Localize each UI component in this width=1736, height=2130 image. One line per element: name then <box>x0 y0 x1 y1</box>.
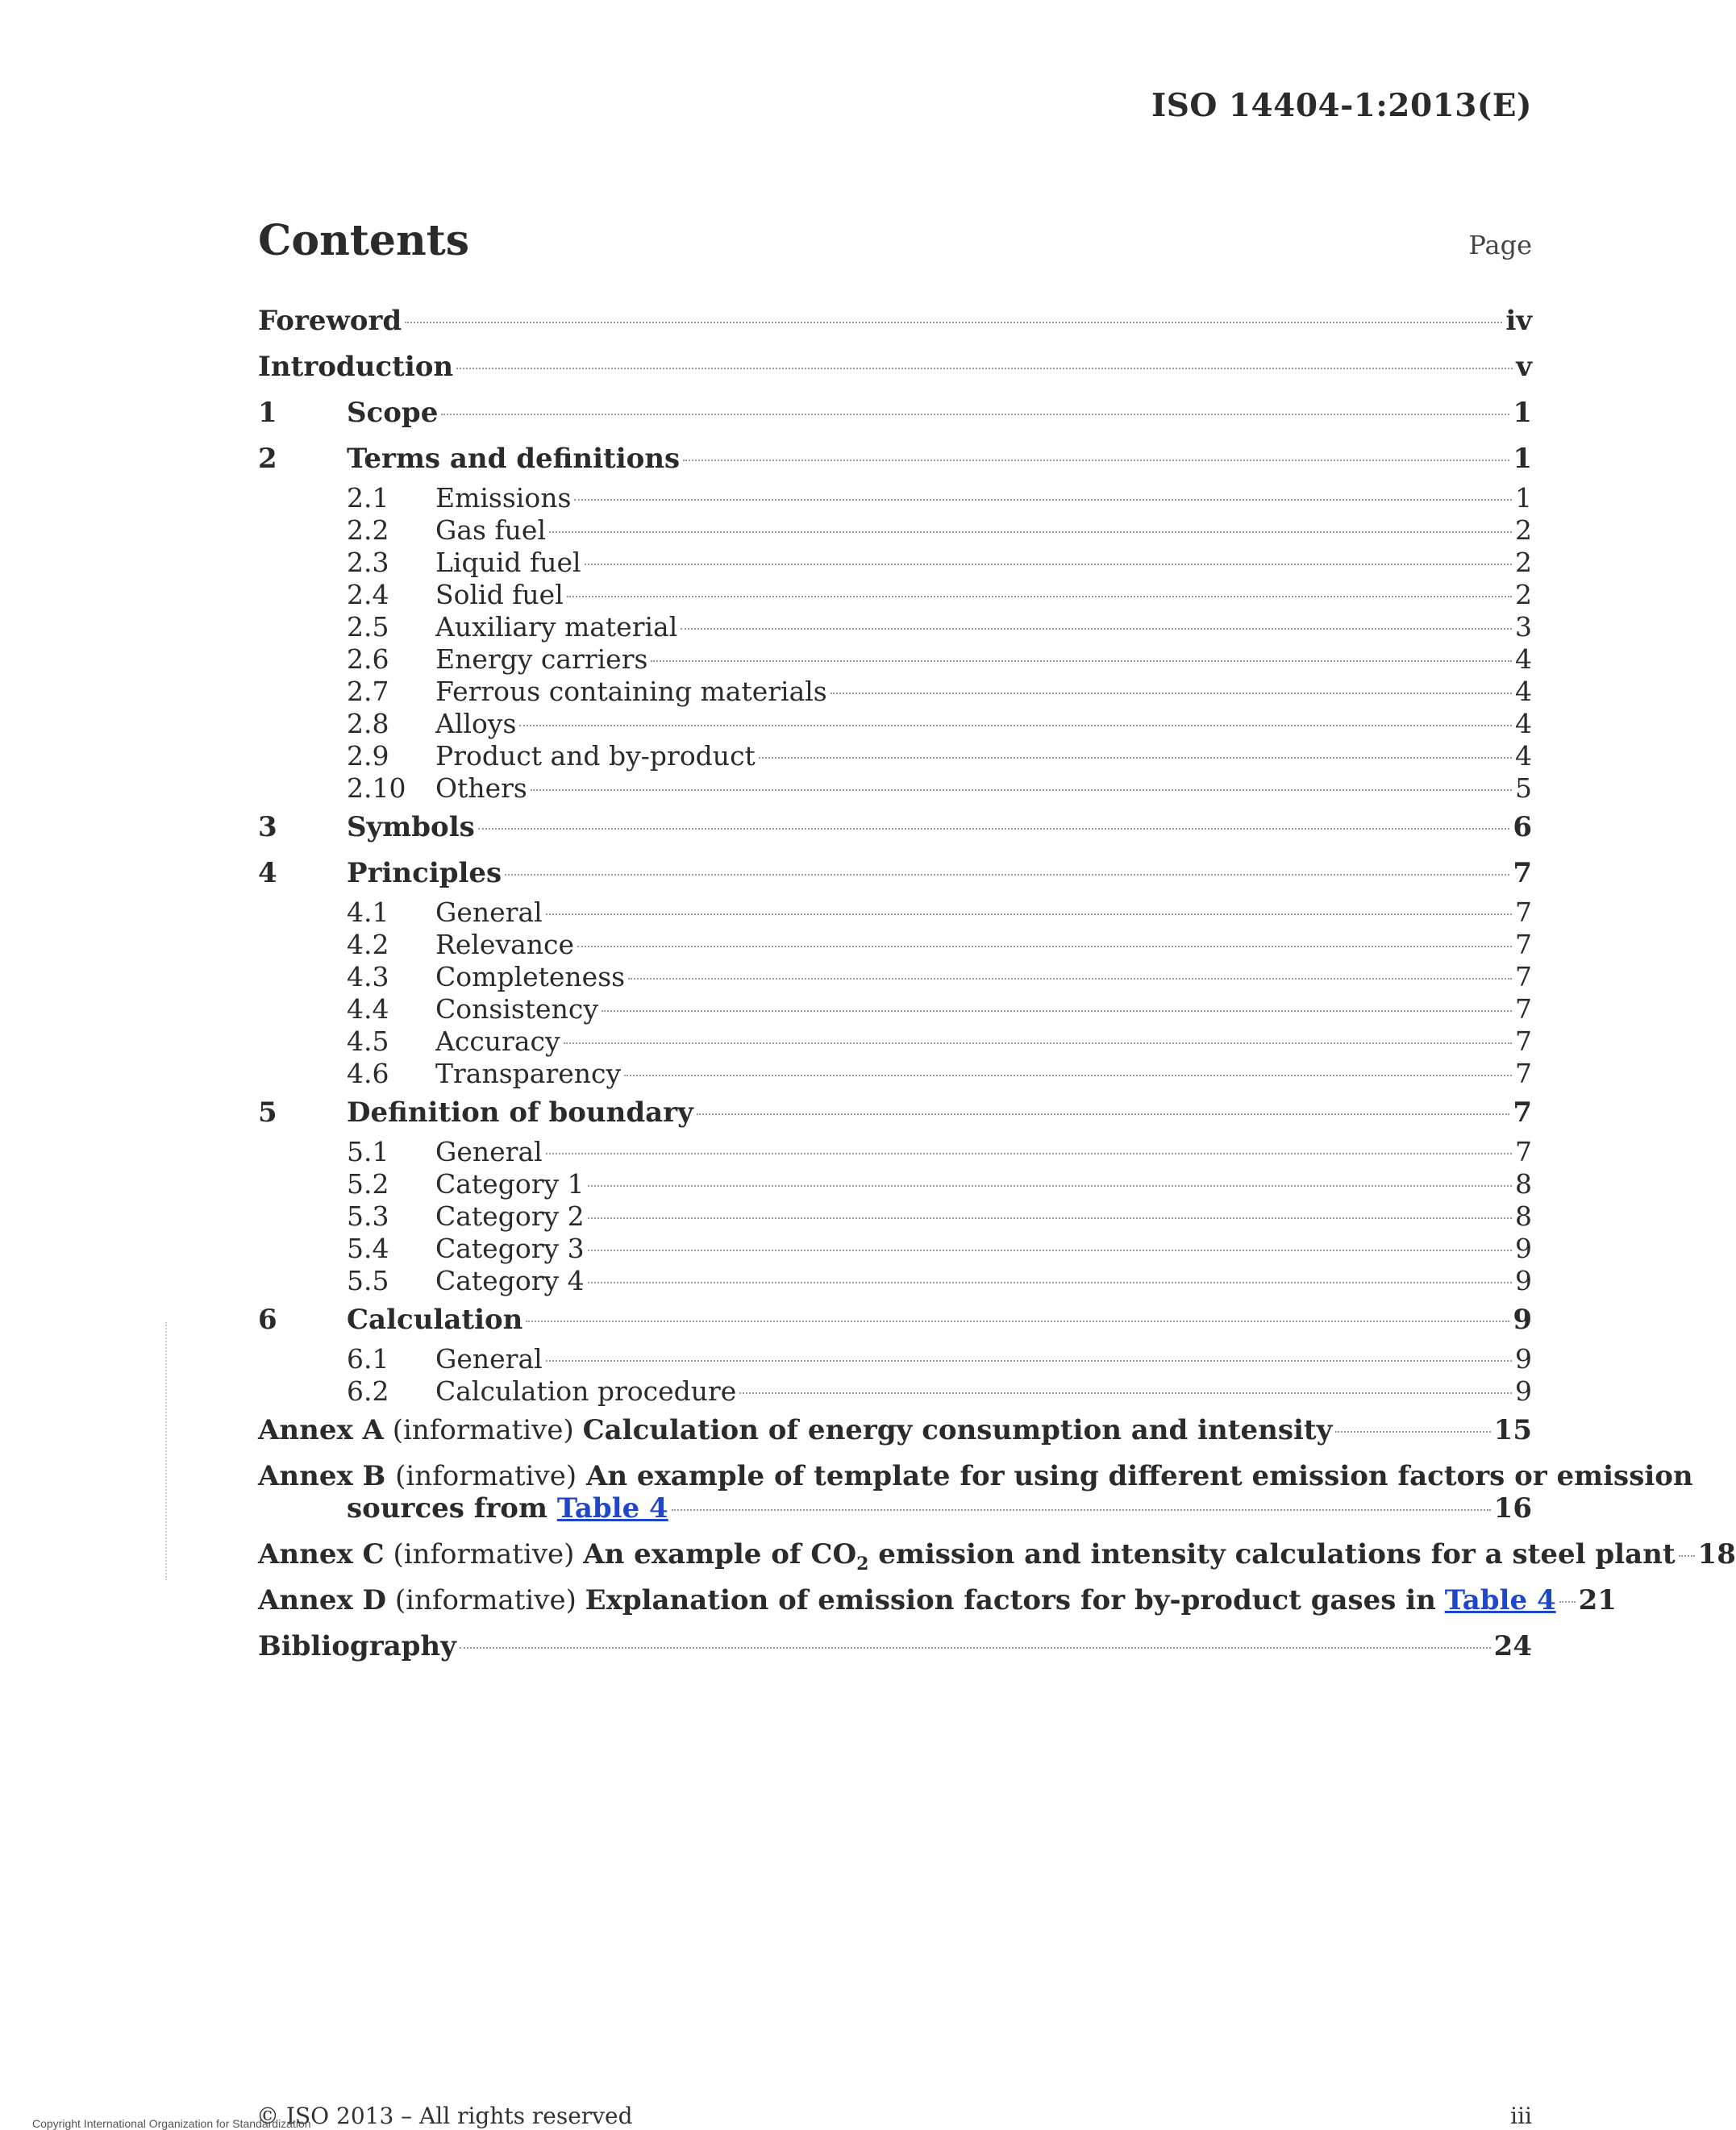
dot-leader <box>831 693 1512 694</box>
toc-label: Consistency <box>435 993 598 1025</box>
dot-leader <box>683 460 1509 461</box>
dot-leader <box>567 596 1512 597</box>
toc-label: Bibliography <box>258 1630 456 1662</box>
toc-subentry[interactable] <box>258 929 1532 961</box>
annex-title: An example of CO <box>583 1538 857 1570</box>
toc-page: 4 <box>1515 740 1532 772</box>
toc-page: 7 <box>1515 961 1532 992</box>
footer-page-number: iii <box>1510 2103 1532 2129</box>
toc-subentry[interactable] <box>258 579 1532 611</box>
toc-label: Scope <box>347 397 439 429</box>
toc-number: 6 <box>258 1304 277 1336</box>
toc-label: Emissions <box>435 482 572 514</box>
toc-page: 1 <box>1515 482 1532 514</box>
toc-subentry[interactable] <box>258 1058 1532 1090</box>
annex-informative: (informative) <box>394 1584 577 1616</box>
toc-page: 16 <box>1493 1492 1532 1525</box>
dot-leader <box>478 828 1510 830</box>
toc-number: 4 <box>258 857 277 889</box>
toc-page: 1 <box>1513 397 1532 429</box>
dot-leader <box>588 1282 1512 1283</box>
table-4-link[interactable]: Table 4 <box>1444 1584 1556 1616</box>
toc-subentry[interactable] <box>258 643 1532 676</box>
subscript-2: 2 <box>856 1554 869 1575</box>
toc-number: 2.7 <box>347 676 389 707</box>
toc-page: 2 <box>1515 547 1532 578</box>
toc-label: Product and by-product <box>435 740 756 772</box>
toc-label: Liquid fuel <box>435 547 581 578</box>
dot-leader <box>759 757 1512 759</box>
toc-label: Accuracy <box>435 1025 560 1057</box>
toc-number: 5.4 <box>347 1233 389 1264</box>
toc-label: Auxiliary material <box>435 611 678 643</box>
annex-prefix: Annex A <box>258 1414 384 1446</box>
dot-leader <box>574 499 1512 501</box>
toc-subentry[interactable] <box>258 547 1532 579</box>
toc-subsection-group <box>258 1136 1532 1297</box>
annex-informative: (informative) <box>392 1414 574 1446</box>
toc-number: 2.9 <box>347 740 389 772</box>
toc-number: 5.5 <box>347 1265 389 1296</box>
dot-leader <box>588 1185 1512 1187</box>
toc-page: 3 <box>1515 611 1532 643</box>
dot-leader <box>460 1647 1491 1649</box>
toc-page: 7 <box>1513 857 1532 889</box>
toc-subsection-group <box>258 897 1532 1090</box>
toc-number: 5.2 <box>347 1168 389 1200</box>
toc-page: 7 <box>1515 897 1532 928</box>
document-id: ISO 14404-1:2013(E) <box>1151 87 1532 124</box>
toc-label: Category 1 <box>435 1168 585 1200</box>
toc-subentry[interactable] <box>258 993 1532 1025</box>
dot-leader <box>531 789 1512 791</box>
toc-label: Calculation <box>347 1304 523 1336</box>
toc-subentry[interactable] <box>258 482 1532 514</box>
toc-label: General <box>435 897 543 928</box>
toc-entry-introduction[interactable] <box>258 344 1532 390</box>
toc-subentry[interactable] <box>258 1343 1532 1375</box>
dot-leader <box>441 414 1509 415</box>
dot-leader <box>588 1217 1512 1219</box>
toc-number: 5.1 <box>347 1136 389 1167</box>
toc-subentry[interactable] <box>258 676 1532 708</box>
toc-subentry[interactable] <box>258 740 1532 772</box>
toc-number: 6.1 <box>347 1343 389 1375</box>
annex-title-continued: sources from <box>347 1492 547 1525</box>
toc-number: 4.1 <box>347 897 389 928</box>
toc-number: 4.4 <box>347 993 389 1025</box>
toc-page: 1 <box>1513 443 1532 475</box>
toc-page: 7 <box>1515 1136 1532 1167</box>
dot-leader <box>672 1509 1491 1511</box>
toc-label: General <box>435 1136 543 1167</box>
toc-page: 9 <box>1515 1375 1532 1407</box>
toc-entry-foreword[interactable] <box>258 298 1532 344</box>
toc-subentry[interactable] <box>258 1025 1532 1058</box>
toc-page: 9 <box>1515 1265 1532 1296</box>
dot-leader <box>651 660 1512 662</box>
toc-subentry[interactable] <box>258 772 1532 805</box>
dot-leader <box>1679 1555 1695 1557</box>
toc-subentry[interactable] <box>258 514 1532 547</box>
toc-page: 2 <box>1515 514 1532 546</box>
toc-subentry[interactable] <box>258 1233 1532 1265</box>
dot-leader <box>526 1321 1509 1322</box>
toc-entry-principles[interactable] <box>258 851 1532 897</box>
table-4-link[interactable]: Table 4 <box>556 1492 668 1525</box>
toc-page: 7 <box>1515 1025 1532 1057</box>
toc-page: 6 <box>1513 811 1532 843</box>
toc-entry-annex-a[interactable] <box>258 1408 1532 1454</box>
toc-subentry[interactable] <box>258 611 1532 643</box>
annex-title: Explanation of emission factors for by-product gases in <box>585 1584 1436 1616</box>
dot-leader <box>588 1250 1512 1251</box>
dot-leader <box>546 1360 1512 1362</box>
toc-page: 4 <box>1515 708 1532 739</box>
toc-page: 9 <box>1515 1233 1532 1264</box>
annex-informative: (informative) <box>393 1538 575 1570</box>
toc-number: 6.2 <box>347 1375 389 1407</box>
dot-leader <box>405 322 1502 323</box>
toc-entry-symbols[interactable] <box>258 805 1532 851</box>
toc-entry-annex-c[interactable] <box>258 1532 1736 1578</box>
annex-title: An example of template for using different emission factors or emission <box>585 1460 1693 1492</box>
toc-label: Principles <box>347 857 502 889</box>
toc-number: 3 <box>258 811 277 843</box>
toc-label: Solid fuel <box>435 579 564 610</box>
toc-subsection-group <box>258 482 1532 805</box>
toc-label: Others <box>435 772 527 804</box>
toc-label: Gas fuel <box>435 514 547 546</box>
toc-number: 5 <box>258 1096 277 1129</box>
toc-number: 2.5 <box>347 611 389 643</box>
dot-leader <box>505 874 1509 876</box>
toc-number: 4.2 <box>347 929 389 960</box>
toc-page: 18 <box>1697 1538 1736 1570</box>
toc-label: Foreword <box>258 305 402 337</box>
toc-page: 4 <box>1515 676 1532 707</box>
toc-page: v <box>1516 351 1532 383</box>
toc-page: 15 <box>1493 1414 1532 1446</box>
dot-leader <box>739 1392 1512 1394</box>
annex-title: Calculation of energy consumption and intensity <box>582 1414 1333 1446</box>
toc-number: 2.8 <box>347 708 389 739</box>
toc-label: Category 4 <box>435 1265 585 1296</box>
toc-subentry[interactable] <box>258 1375 1532 1408</box>
dot-leader <box>628 978 1512 980</box>
toc-subentry[interactable] <box>258 1168 1532 1200</box>
dot-leader <box>1559 1601 1576 1603</box>
annex-prefix: Annex D <box>258 1584 387 1616</box>
toc-number: 4.5 <box>347 1025 389 1057</box>
toc-subentry[interactable] <box>258 961 1532 993</box>
toc-subentry[interactable] <box>258 1265 1532 1297</box>
dot-leader <box>549 531 1512 533</box>
toc-page: 9 <box>1513 1304 1532 1336</box>
dot-leader <box>564 1042 1512 1044</box>
dot-leader <box>681 628 1512 630</box>
toc-page: 21 <box>1578 1584 1617 1616</box>
page-column-label: Page <box>1468 230 1532 260</box>
toc-subentry[interactable] <box>258 708 1532 740</box>
toc-subsection-group <box>258 1343 1532 1408</box>
toc-number: 1 <box>258 397 277 429</box>
toc-number: 2.2 <box>347 514 389 546</box>
toc-page: 8 <box>1515 1168 1532 1200</box>
toc-label: Category 2 <box>435 1200 585 1232</box>
toc-entry-annex-d[interactable] <box>258 1578 1617 1624</box>
toc-number: 2.4 <box>347 579 389 610</box>
toc-number: 2.1 <box>347 482 389 514</box>
footer-copyright-notice: Copyright International Organization for Standardization <box>32 2117 311 2130</box>
toc-entry-annex-b[interactable] <box>258 1460 1693 1525</box>
toc-label: Energy carriers <box>435 643 648 675</box>
toc-subentry[interactable] <box>258 897 1532 929</box>
toc-label: Definition of boundary <box>347 1096 693 1129</box>
toc-label: Calculation procedure <box>435 1375 737 1407</box>
toc-number: 2.3 <box>347 547 389 578</box>
dot-leader <box>602 1010 1512 1012</box>
toc-label: Alloys <box>435 708 517 739</box>
dot-leader <box>456 368 1513 369</box>
toc-page: 5 <box>1515 772 1532 804</box>
toc-subentry[interactable] <box>258 1136 1532 1168</box>
annex-title-continued: emission and intensity calculations for a steel plant <box>878 1538 1676 1570</box>
toc-number: 2 <box>258 443 277 475</box>
toc-label: Completeness <box>435 961 626 992</box>
toc-subentry[interactable] <box>258 1200 1532 1233</box>
toc-entry-scope[interactable] <box>258 390 1532 436</box>
toc-page: 24 <box>1493 1630 1532 1662</box>
dot-leader <box>546 1153 1512 1154</box>
toc-label: Terms and definitions <box>347 443 681 475</box>
toc-label: Introduction <box>258 351 454 383</box>
toc-entry-terms-definitions[interactable] <box>258 436 1532 482</box>
toc-label: General <box>435 1343 543 1375</box>
footer-rights: © ISO 2013 – All rights reserved <box>256 2103 633 2129</box>
toc-number: 2.10 <box>347 772 406 804</box>
toc-page: 7 <box>1513 1096 1532 1129</box>
dot-leader <box>697 1113 1509 1115</box>
toc-entry-definition-of-boundary[interactable] <box>258 1090 1532 1136</box>
toc-page: 8 <box>1515 1200 1532 1232</box>
toc-page: 7 <box>1515 929 1532 960</box>
annex-prefix: Annex B <box>258 1460 386 1492</box>
dot-leader <box>546 913 1512 915</box>
toc-page: 7 <box>1515 1058 1532 1089</box>
toc-label: Symbols <box>347 811 475 843</box>
dot-leader <box>519 725 1512 726</box>
dot-leader <box>624 1075 1512 1076</box>
toc-label: Category 3 <box>435 1233 585 1264</box>
annex-informative: (informative) <box>395 1460 577 1492</box>
toc-number: 5.3 <box>347 1200 389 1232</box>
dot-leader <box>577 946 1512 947</box>
toc-label: Ferrous containing materials <box>435 676 827 707</box>
toc-page: iv <box>1505 305 1532 337</box>
toc-label: Relevance <box>435 929 575 960</box>
toc-page: 4 <box>1515 643 1532 675</box>
annex-prefix: Annex C <box>258 1538 385 1570</box>
toc-number: 4.6 <box>347 1058 389 1089</box>
table-of-contents <box>258 298 1736 1670</box>
toc-number: 4.3 <box>347 961 389 992</box>
toc-page: 7 <box>1515 993 1532 1025</box>
contents-title: Contents <box>258 216 470 265</box>
margin-mark <box>165 1322 170 1580</box>
toc-label: Transparency <box>435 1058 622 1089</box>
toc-page: 2 <box>1515 579 1532 610</box>
dot-leader <box>1335 1431 1490 1433</box>
toc-entry-calculation[interactable] <box>258 1297 1532 1343</box>
toc-number: 2.6 <box>347 643 389 675</box>
toc-page: 9 <box>1515 1343 1532 1375</box>
dot-leader <box>585 564 1512 565</box>
toc-entry-bibliography[interactable] <box>258 1624 1532 1670</box>
